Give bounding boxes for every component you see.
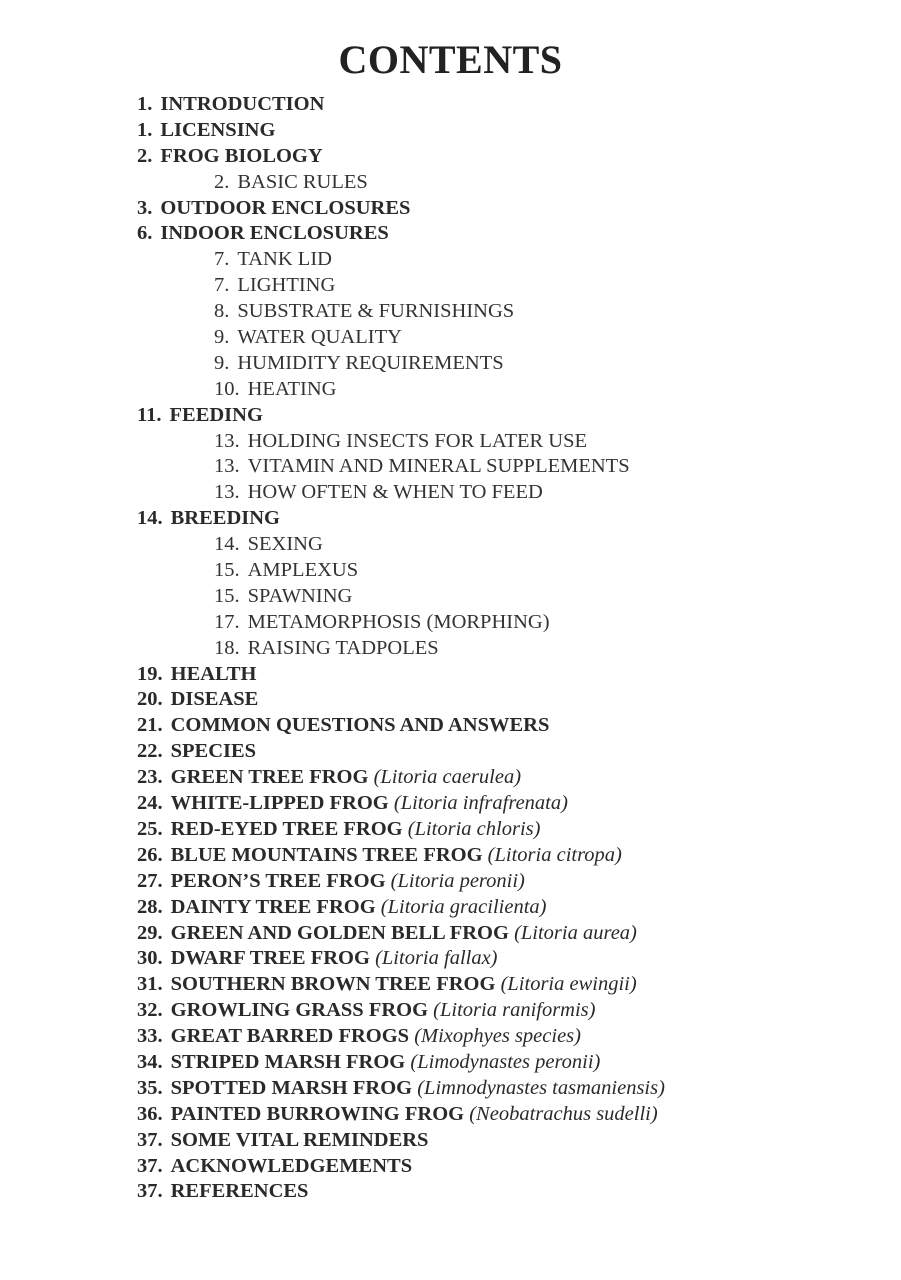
toc-scientific-name: (Litoria aurea) — [514, 921, 637, 944]
toc-entry[interactable] — [137, 843, 877, 869]
toc-page-number: 32. — [137, 999, 163, 1022]
toc-subentry[interactable] — [137, 170, 877, 196]
toc-title: GREAT BARRED FROGS — [170, 1025, 410, 1048]
toc-page-number: 34. — [137, 1050, 163, 1073]
toc-scientific-name: (Litoria gracilienta) — [380, 895, 547, 918]
toc-subentry[interactable] — [137, 325, 877, 351]
toc-entry[interactable] — [137, 506, 877, 532]
toc-title: FROG BIOLOGY — [160, 144, 323, 167]
toc-page-number: 2. — [137, 144, 153, 167]
toc-title: SOUTHERN BROWN TREE FROG — [170, 973, 496, 996]
toc-title: WATER QUALITY — [237, 326, 402, 349]
toc-title: HEATING — [247, 377, 337, 400]
toc-title: WHITE-LIPPED FROG — [170, 792, 389, 815]
toc-title: COMMON QUESTIONS AND ANSWERS — [170, 714, 550, 737]
toc-subentry[interactable] — [137, 454, 877, 480]
toc-scientific-name: (Litoria citropa) — [487, 843, 622, 866]
toc-page-number: 2. — [214, 170, 230, 193]
page-title: CONTENTS — [338, 37, 563, 82]
toc-page-number: 37. — [137, 1154, 163, 1177]
toc-page-number: 7. — [214, 248, 230, 271]
toc-entry[interactable] — [137, 1128, 877, 1154]
toc-page-number: 30. — [137, 947, 163, 970]
toc-page-number: 1. — [137, 118, 153, 141]
toc-page-number: 6. — [137, 222, 153, 245]
toc-title: DWARF TREE FROG — [170, 947, 370, 970]
toc-page-number: 22. — [137, 740, 163, 763]
toc-title: SEXING — [247, 533, 323, 556]
toc-subentry[interactable] — [137, 377, 877, 403]
toc-page-number: 20. — [137, 688, 163, 711]
toc-scientific-name: (Mixophyes species) — [414, 1025, 581, 1048]
toc-page-number: 29. — [137, 921, 163, 944]
toc-page-number: 14. — [137, 507, 163, 530]
toc-scientific-name: (Neobatrachus sudelli) — [469, 1102, 658, 1125]
toc-title: STRIPED MARSH FROG — [170, 1050, 406, 1073]
toc-page-number: 10. — [214, 377, 240, 400]
toc-title: INDOOR ENCLOSURES — [160, 222, 389, 245]
toc-page-number: 9. — [214, 326, 230, 349]
toc-title: METAMORPHOSIS (MORPHING) — [247, 610, 550, 633]
toc-subentry[interactable] — [137, 610, 877, 636]
toc-entry[interactable] — [137, 1154, 877, 1180]
toc-page-number: 9. — [214, 351, 230, 374]
toc-entry[interactable] — [137, 921, 877, 947]
toc-entry[interactable] — [137, 118, 877, 144]
toc-title: OUTDOOR ENCLOSURES — [160, 196, 411, 219]
toc-scientific-name: (Litoria fallax) — [375, 947, 498, 970]
toc-subentry[interactable] — [137, 636, 877, 662]
toc-title: BREEDING — [170, 507, 280, 530]
toc-page-number: 8. — [214, 300, 230, 323]
toc-subentry[interactable] — [137, 273, 877, 299]
toc-title: VITAMIN AND MINERAL SUPPLEMENTS — [247, 455, 630, 478]
toc-scientific-name: (Litoria ewingii) — [500, 973, 637, 996]
toc-page-number: 13. — [214, 481, 240, 504]
toc-page-number: 18. — [214, 636, 240, 659]
toc-subentry[interactable] — [137, 584, 877, 610]
toc-entry[interactable] — [137, 403, 877, 429]
toc-page-number: 27. — [137, 869, 163, 892]
toc-page-number: 24. — [137, 792, 163, 815]
toc-title: HOW OFTEN & WHEN TO FEED — [247, 481, 543, 504]
toc-page-number: 11. — [137, 403, 162, 426]
toc-title: AMPLEXUS — [247, 559, 359, 582]
toc-scientific-name: (Litoria caerulea) — [373, 766, 522, 789]
toc-entry[interactable] — [137, 221, 877, 247]
toc-entry[interactable] — [137, 998, 877, 1024]
toc-title: PERON’S TREE FROG — [170, 869, 386, 892]
toc-title: BLUE MOUNTAINS TREE FROG — [170, 843, 483, 866]
toc-subentry[interactable] — [137, 480, 877, 506]
toc-page-number: 33. — [137, 1025, 163, 1048]
toc-entry[interactable] — [137, 1050, 877, 1076]
toc-title: SPECIES — [170, 740, 257, 763]
toc-entry[interactable] — [137, 1102, 877, 1128]
toc-entry[interactable] — [137, 739, 877, 765]
toc-title: GREEN AND GOLDEN BELL FROG — [170, 921, 509, 944]
toc-title: PAINTED BURROWING FROG — [170, 1102, 465, 1125]
toc-scientific-name: (Litoria raniformis) — [433, 999, 596, 1022]
toc-title: GROWLING GRASS FROG — [170, 999, 429, 1022]
toc-scientific-name: (Litoria infrafrenata) — [393, 792, 568, 815]
toc-page-number: 15. — [214, 584, 240, 607]
toc-scientific-name: (Limnodynastes tasmaniensis) — [417, 1076, 665, 1099]
toc-title: HEALTH — [170, 662, 257, 685]
toc-title: REFERENCES — [170, 1180, 309, 1203]
toc-title: SUBSTRATE & FURNISHINGS — [237, 300, 515, 323]
toc-page-number: 26. — [137, 843, 163, 866]
toc-page-number: 1. — [137, 93, 153, 115]
toc-page-number: 14. — [214, 533, 240, 556]
toc-subentry[interactable] — [137, 299, 877, 325]
toc-entry[interactable] — [137, 765, 877, 791]
toc-page-number: 35. — [137, 1076, 163, 1099]
toc-page-number: 7. — [214, 274, 230, 297]
toc-title: TANK LID — [237, 248, 332, 271]
toc-title: SOME VITAL REMINDERS — [170, 1128, 429, 1151]
toc-entry[interactable] — [137, 1024, 877, 1050]
toc-page-number: 3. — [137, 196, 153, 219]
toc-entry[interactable] — [137, 687, 877, 713]
toc-title: LIGHTING — [237, 274, 336, 297]
toc-title: RED-EYED TREE FROG — [170, 817, 403, 840]
toc-scientific-name: (Litoria peronii) — [390, 869, 525, 892]
toc-page-number: 21. — [137, 714, 163, 737]
toc-title: GREEN TREE FROG — [170, 766, 369, 789]
toc-page-number: 36. — [137, 1102, 163, 1125]
toc-entry[interactable] — [137, 1179, 877, 1205]
toc-page-number: 25. — [137, 817, 163, 840]
toc-subentry[interactable] — [137, 532, 877, 558]
toc-title: LICENSING — [160, 118, 276, 141]
toc-title: ACKNOWLEDGEMENTS — [170, 1154, 413, 1177]
toc-title: RAISING TADPOLES — [247, 636, 439, 659]
toc-page-number: 13. — [214, 429, 240, 452]
toc-title: DISEASE — [170, 688, 259, 711]
toc-page-number: 28. — [137, 895, 163, 918]
toc-scientific-name: (Litoria chloris) — [407, 817, 541, 840]
toc-scientific-name: (Limodynastes peronii) — [410, 1050, 601, 1073]
toc-title: DAINTY TREE FROG — [170, 895, 376, 918]
toc-entry[interactable] — [137, 1076, 877, 1102]
toc-entry[interactable] — [137, 946, 877, 972]
toc-entry[interactable] — [137, 817, 877, 843]
toc-entry[interactable] — [137, 196, 877, 222]
toc-page-number: 37. — [137, 1180, 163, 1203]
toc-title: SPOTTED MARSH FROG — [170, 1076, 413, 1099]
toc-subentry[interactable] — [137, 429, 877, 455]
toc-entry[interactable] — [137, 869, 877, 895]
toc-subentry[interactable] — [137, 247, 877, 273]
toc-subentry[interactable] — [137, 558, 877, 584]
toc-page-number: 19. — [137, 662, 163, 685]
toc-entry[interactable] — [137, 713, 877, 739]
toc-entry[interactable] — [137, 895, 877, 921]
toc-subentry[interactable] — [137, 351, 877, 377]
toc-title: BASIC RULES — [237, 170, 368, 193]
toc-entry[interactable] — [137, 144, 877, 170]
toc-entry[interactable] — [137, 972, 877, 998]
toc-page-number: 13. — [214, 455, 240, 478]
toc-page-number: 15. — [214, 559, 240, 582]
toc-title: HOLDING INSECTS FOR LATER USE — [247, 429, 588, 452]
toc-page-number: 31. — [137, 973, 163, 996]
toc-entry[interactable] — [137, 662, 877, 688]
toc-title: INTRODUCTION — [160, 93, 325, 115]
table-of-contents — [137, 92, 877, 1205]
toc-page-number: 17. — [214, 610, 240, 633]
toc-page-number: 23. — [137, 766, 163, 789]
toc-title: FEEDING — [169, 403, 263, 426]
toc-entry[interactable] — [137, 791, 877, 817]
toc-entry[interactable] — [137, 92, 877, 118]
toc-title: HUMIDITY REQUIREMENTS — [237, 351, 504, 374]
toc-page-number: 37. — [137, 1128, 163, 1151]
toc-title: SPAWNING — [247, 584, 353, 607]
